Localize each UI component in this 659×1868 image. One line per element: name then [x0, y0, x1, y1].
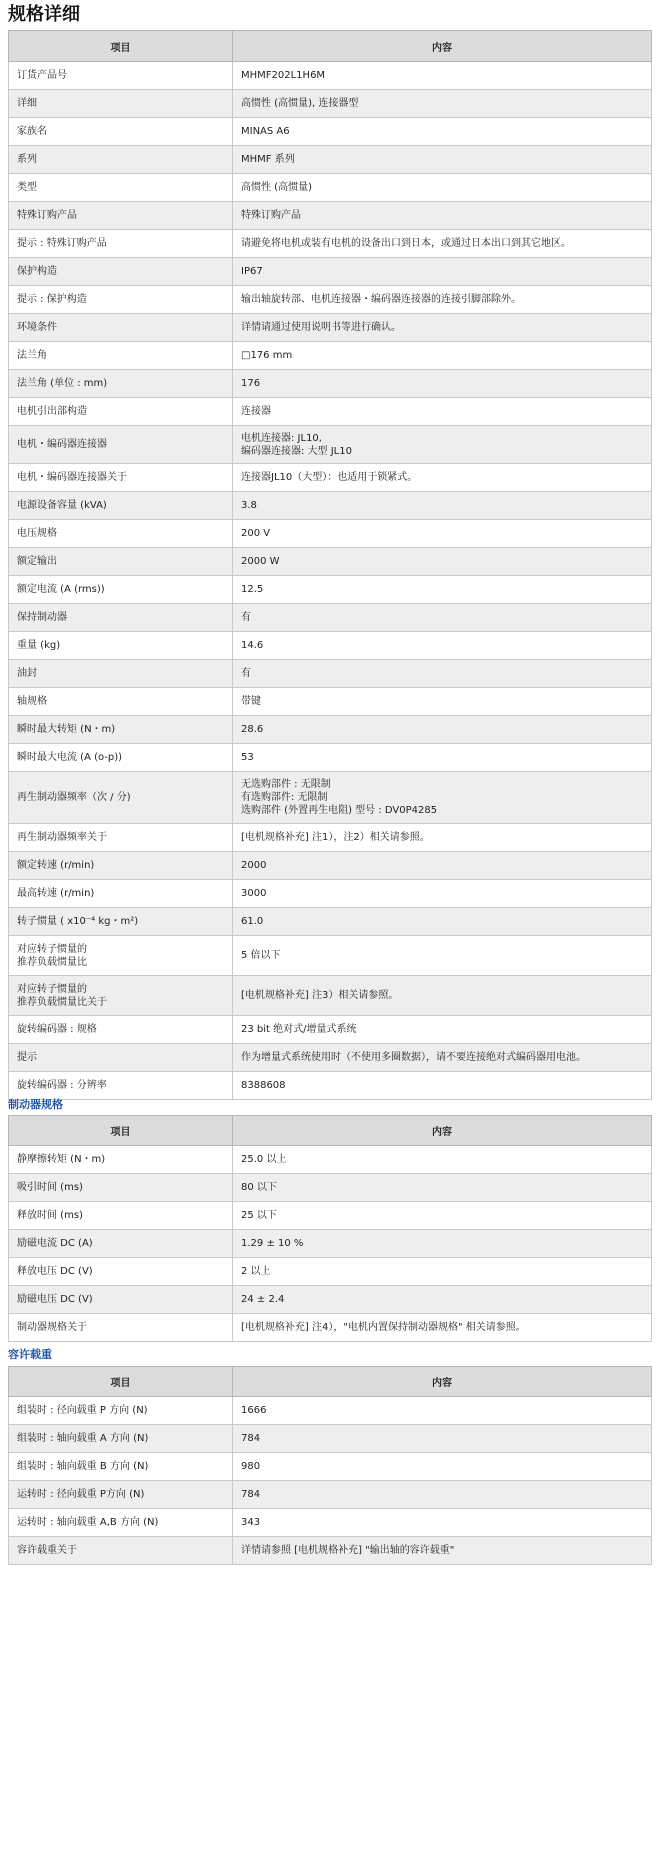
table-row — [9, 62, 652, 90]
row-label: 转子惯量 ( x10⁻⁴ kg・m²) — [9, 908, 233, 936]
table-row — [9, 1072, 652, 1100]
row-value: 3000 — [233, 880, 652, 908]
row-value: 176 — [233, 370, 652, 398]
row-label: 组装时 : 轴向载重 A 方向 (N) — [9, 1425, 233, 1453]
table-row — [9, 258, 652, 286]
table-row — [9, 1016, 652, 1044]
table-row — [9, 660, 652, 688]
spec-table-body — [9, 62, 652, 1100]
row-value: [电机规格补充] 注3）相关请参照。 — [233, 976, 652, 1016]
row-value: 14.6 — [233, 632, 652, 660]
table-row — [9, 1044, 652, 1072]
table-row — [9, 852, 652, 880]
table-row — [9, 90, 652, 118]
row-value: 电机连接器: JL10, 编码器连接器: 大型 JL10 — [233, 426, 652, 464]
column-header-item: 项目 — [9, 1116, 233, 1146]
table-row — [9, 1174, 652, 1202]
table-row — [9, 716, 652, 744]
table-row — [9, 398, 652, 426]
table-row — [9, 1202, 652, 1230]
table-row — [9, 286, 652, 314]
table-row — [9, 1314, 652, 1342]
table-row — [9, 174, 652, 202]
row-value: 1.29 ± 10 % — [233, 1230, 652, 1258]
row-value: 有 — [233, 604, 652, 632]
row-value: 输出轴旋转部、电机连接器・编码器连接器的连接引脚部除外。 — [233, 286, 652, 314]
table-row — [9, 908, 652, 936]
row-label: 详细 — [9, 90, 233, 118]
load-section-title: 容许载重 — [8, 1348, 52, 1361]
row-label: 轴规格 — [9, 688, 233, 716]
row-label: 额定输出 — [9, 548, 233, 576]
table-row — [9, 464, 652, 492]
table-row — [9, 342, 652, 370]
row-value: 25.0 以上 — [233, 1146, 652, 1174]
row-label: 重量 (kg) — [9, 632, 233, 660]
row-value: 高惯性 (高惯量), 连接器型 — [233, 90, 652, 118]
row-value: 无选购部件 : 无限制 有选购部件: 无限制 选购部件 (外置再生电阻) 型号 : DV0P4285 — [233, 772, 652, 824]
row-value: 2000 — [233, 852, 652, 880]
load-table — [8, 1366, 652, 1565]
table-row — [9, 314, 652, 342]
table-row — [9, 688, 652, 716]
row-label: 运转时 : 轴向载重 A,B 方向 (N) — [9, 1509, 233, 1537]
table-row — [9, 880, 652, 908]
row-label: 电机・编码器连接器 — [9, 426, 233, 464]
table-row — [9, 744, 652, 772]
table-row — [9, 202, 652, 230]
row-label: 旋转编码器 : 规格 — [9, 1016, 233, 1044]
table-row — [9, 520, 652, 548]
row-label: 保持制动器 — [9, 604, 233, 632]
row-label: 额定转速 (r/min) — [9, 852, 233, 880]
table-row — [9, 1425, 652, 1453]
row-value: 343 — [233, 1509, 652, 1537]
row-label: 最高转速 (r/min) — [9, 880, 233, 908]
spec-table — [8, 30, 652, 1100]
table-row — [9, 492, 652, 520]
row-value: 80 以下 — [233, 1174, 652, 1202]
row-value: MHMF202L1H6M — [233, 62, 652, 90]
row-label: 家族名 — [9, 118, 233, 146]
row-value: 28.6 — [233, 716, 652, 744]
row-value: 有 — [233, 660, 652, 688]
row-value: 23 bit 绝对式/增量式系统 — [233, 1016, 652, 1044]
row-label: 电机・编码器连接器关于 — [9, 464, 233, 492]
table-row — [9, 1453, 652, 1481]
row-value: 3.8 — [233, 492, 652, 520]
row-value: 12.5 — [233, 576, 652, 604]
row-value: 特殊订购产品 — [233, 202, 652, 230]
row-label: 对应转子惯量的 推荐负载惯量比 — [9, 936, 233, 976]
row-value: 连接器JL10（大型）：也适用于锁紧式。 — [233, 464, 652, 492]
row-label: 励磁电压 DC (V) — [9, 1286, 233, 1314]
row-value: IP67 — [233, 258, 652, 286]
table-row — [9, 1230, 652, 1258]
table-row — [9, 1258, 652, 1286]
row-value: 2 以上 — [233, 1258, 652, 1286]
table-row — [9, 1509, 652, 1537]
row-value: 2000 W — [233, 548, 652, 576]
column-header-content: 内容 — [233, 31, 652, 62]
row-label: 组装时 : 径向载重 P 方向 (N) — [9, 1397, 233, 1425]
table-row — [9, 604, 652, 632]
row-value: 784 — [233, 1425, 652, 1453]
table-row — [9, 146, 652, 174]
table-row — [9, 230, 652, 258]
row-label: 油封 — [9, 660, 233, 688]
row-label: 电压规格 — [9, 520, 233, 548]
page-title: 规格详细 — [8, 4, 80, 25]
row-label: 系列 — [9, 146, 233, 174]
row-value: 带键 — [233, 688, 652, 716]
row-value: 请避免将电机或装有电机的设备出口到日本，或通过日本出口到其它地区。 — [233, 230, 652, 258]
row-label: 额定电流 (A (rms)) — [9, 576, 233, 604]
table-row — [9, 1537, 652, 1565]
row-label: 电机引出部构造 — [9, 398, 233, 426]
row-label: 提示 — [9, 1044, 233, 1072]
row-value: 53 — [233, 744, 652, 772]
row-label: 释放电压 DC (V) — [9, 1258, 233, 1286]
row-label: 对应转子惯量的 推荐负载惯量比关于 — [9, 976, 233, 1016]
row-label: 瞬时最大转矩 (N・m) — [9, 716, 233, 744]
row-value: [电机规格补充] 注4），"电机内置保持制动器规格" 相关请参照。 — [233, 1314, 652, 1342]
row-label: 保护构造 — [9, 258, 233, 286]
row-value: 784 — [233, 1481, 652, 1509]
table-row — [9, 118, 652, 146]
row-value: 1666 — [233, 1397, 652, 1425]
row-label: 瞬时最大电流 (A (o-p)) — [9, 744, 233, 772]
table-row — [9, 1146, 652, 1174]
row-label: 环境条件 — [9, 314, 233, 342]
row-value: 5 倍以下 — [233, 936, 652, 976]
row-label: 电源设备容量 (kVA) — [9, 492, 233, 520]
row-label: 励磁电流 DC (A) — [9, 1230, 233, 1258]
row-value: 详情请参照 [电机规格补充] "输出轴的容许载重" — [233, 1537, 652, 1565]
row-label: 提示 : 保护构造 — [9, 286, 233, 314]
row-label: 类型 — [9, 174, 233, 202]
table-row — [9, 426, 652, 464]
table-row — [9, 370, 652, 398]
brake-table — [8, 1115, 652, 1342]
row-label: 静摩擦转矩 (N・m) — [9, 1146, 233, 1174]
row-label: 吸引时间 (ms) — [9, 1174, 233, 1202]
row-value: [电机规格补充] 注1），注2）相关请参照。 — [233, 824, 652, 852]
table-row — [9, 936, 652, 976]
row-label: 制动器规格关于 — [9, 1314, 233, 1342]
row-value: 8388608 — [233, 1072, 652, 1100]
row-value: 25 以下 — [233, 1202, 652, 1230]
column-header-content: 内容 — [233, 1367, 652, 1397]
row-label: 再生制动器频率（次 / 分) — [9, 772, 233, 824]
row-value: 连接器 — [233, 398, 652, 426]
row-value: 980 — [233, 1453, 652, 1481]
column-header-item: 项目 — [9, 1367, 233, 1397]
table-row — [9, 1481, 652, 1509]
column-header-content: 内容 — [233, 1116, 652, 1146]
row-label: 旋转编码器 : 分辨率 — [9, 1072, 233, 1100]
row-label: 法兰角 (单位 : mm) — [9, 370, 233, 398]
row-value: 作为增量式系统使用时（不使用多圈数据），请不要连接绝对式编码器用电池。 — [233, 1044, 652, 1072]
row-value: 详情请通过使用说明书等进行确认。 — [233, 314, 652, 342]
row-label: 再生制动器频率关于 — [9, 824, 233, 852]
table-row — [9, 632, 652, 660]
row-value: MINAS A6 — [233, 118, 652, 146]
column-header-item: 项目 — [9, 31, 233, 62]
row-value: 200 V — [233, 520, 652, 548]
row-value: 24 ± 2.4 — [233, 1286, 652, 1314]
load-table-body — [9, 1397, 652, 1565]
table-row — [9, 824, 652, 852]
row-label: 释放时间 (ms) — [9, 1202, 233, 1230]
brake-table-body — [9, 1146, 652, 1342]
table-row — [9, 576, 652, 604]
row-label: 运转时 : 径向载重 P方向 (N) — [9, 1481, 233, 1509]
table-row — [9, 548, 652, 576]
table-row — [9, 772, 652, 824]
table-row — [9, 1286, 652, 1314]
row-value: 61.0 — [233, 908, 652, 936]
table-row — [9, 976, 652, 1016]
brake-section-title: 制动器规格 — [8, 1098, 63, 1111]
row-label: 提示 : 特殊订购产品 — [9, 230, 233, 258]
row-label: 订货产品号 — [9, 62, 233, 90]
row-value: MHMF 系列 — [233, 146, 652, 174]
row-label: 组装时 : 轴向载重 B 方向 (N) — [9, 1453, 233, 1481]
row-label: 容许载重关于 — [9, 1537, 233, 1565]
table-row — [9, 1397, 652, 1425]
row-value: 高惯性 (高惯量) — [233, 174, 652, 202]
row-label: 特殊订购产品 — [9, 202, 233, 230]
row-label: 法兰角 — [9, 342, 233, 370]
row-value: □176 mm — [233, 342, 652, 370]
